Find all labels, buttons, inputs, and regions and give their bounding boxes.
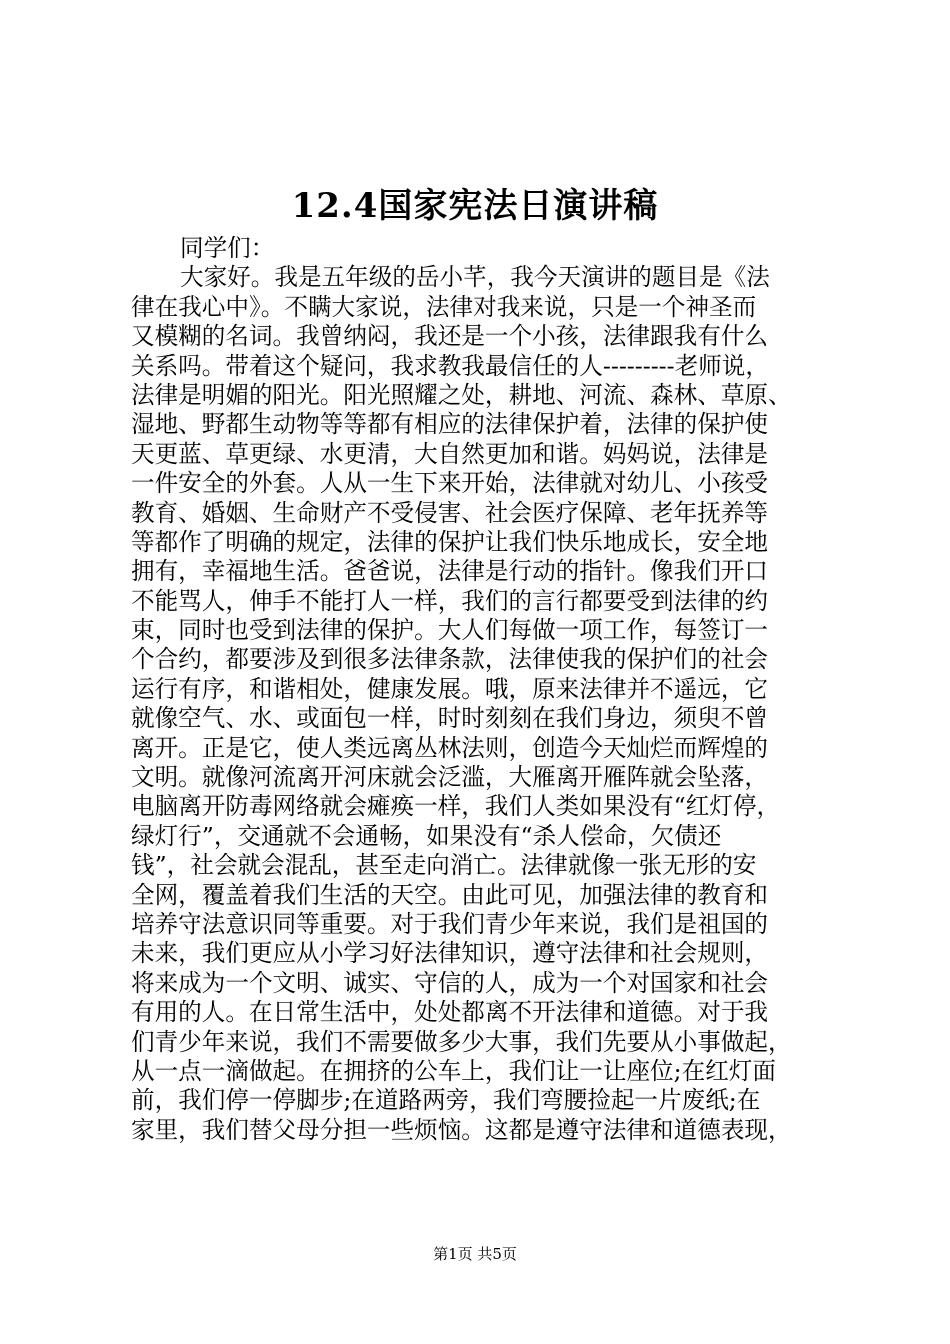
salutation: 同学们：: [180, 234, 275, 262]
paragraph-line: 湿地、野都生动物等等都有相应的法律保护着，法律的保护使: [131, 410, 769, 439]
paragraph-line: 一件安全的外套。人从一生下来开始，法律就对幼儿、小孩受: [131, 469, 769, 498]
paragraph-line: 培养守法意识同等重要。对于我们青少年来说，我们是祖国的: [131, 909, 769, 938]
paragraph-line: 束，同时也受到法律的保护。大人们每做一项工作，每签订一: [131, 616, 769, 645]
paragraph-line: 拥有，幸福地生活。爸爸说，法律是行动的指针。像我们开口: [131, 557, 769, 586]
document-body: [131, 234, 831, 1145]
paragraph-line: 就像空气、水、或面包一样，时时刻刻在我们身边，须臾不曾: [131, 704, 769, 733]
paragraph-line: 将来成为一个文明、诚实、守信的人，成为一个对国家和社会: [131, 968, 769, 997]
paragraph-line: 文明。就像河流离开河床就会泛滥，大雁离开雁阵就会坠落，: [131, 763, 769, 792]
paragraph-line: 电脑离开防毒网络就会瘫痪一样，我们人类如果没有“红灯停，: [131, 792, 781, 821]
paragraph-line: 未来，我们更应从小学习好法律知识，遵守法律和社会规则，: [131, 939, 769, 968]
paragraph-line: 不能骂人，伸手不能打人一样，我们的言行都要受到法律的约: [131, 586, 769, 615]
paragraph-line: 关系吗。带着这个疑问，我求教我最信任的人---------老师说，: [131, 351, 769, 380]
document-title: 12.4国家宪法日演讲稿: [291, 186, 659, 226]
paragraph-line: 离开。正是它，使人类远离丛林法则，创造今天灿烂而辉煌的: [131, 733, 769, 762]
paragraph-line: 家里，我们替父母分担一些烦恼。这都是遵守法律和道德表现，: [131, 1115, 792, 1144]
paragraph-line: 天更蓝、草更绿、水更清，大自然更加和谐。妈妈说，法律是: [131, 439, 769, 468]
paragraph-line: 钱”，社会就会混乱，甚至走向消亡。法律就像一张无形的安: [131, 851, 757, 880]
page-number-footer: 第1页 共5页: [433, 1245, 517, 1263]
paragraph-line: 绿灯行”，交通就不会通畅，如果没有“杀人偿命，欠债还: [131, 821, 722, 850]
paragraph-line: 运行有序，和谐相处，健康发展。哦，原来法律并不遥远，它: [131, 674, 769, 703]
paragraph-line: 又模糊的名词。我曾纳闷，我还是一个小孩，法律跟我有什么: [131, 322, 769, 351]
paragraph-line: 从一点一滴做起。在拥挤的公车上，我们让一让座位;在红灯面: [131, 1056, 776, 1085]
paragraph-line: 大家好。我是五年级的岳小芊，我今天演讲的题目是《法: [180, 263, 770, 292]
paragraph-line: 等都作了明确的规定，法律的保护让我们快乐地成长，安全地: [131, 527, 769, 556]
paragraph-line: 们青少年来说，我们不需要做多少大事，我们先要从小事做起，: [131, 1027, 792, 1056]
paragraph-line: 前，我们停一停脚步;在道路两旁，我们弯腰捡起一片废纸;在: [131, 1086, 761, 1115]
paragraph-line: 律在我心中》。不瞒大家说，法律对我来说，只是一个神圣而: [131, 292, 757, 321]
paragraph-line: 教育、婚姻、生命财产不受侵害、社会医疗保障、老年抚养等: [131, 498, 769, 527]
paragraph-line: 法律是明媚的阳光。阳光照耀之处，耕地、河流、森林、草原、: [131, 380, 792, 409]
paragraph-line: 全网，覆盖着我们生活的天空。由此可见，加强法律的教育和: [131, 880, 769, 909]
paragraph-line: 个合约，都要涉及到很多法律条款，法律使我的保护们的社会: [131, 645, 769, 674]
paragraph-line: 有用的人。在日常生活中，处处都离不开法律和道德。对于我: [131, 998, 769, 1027]
